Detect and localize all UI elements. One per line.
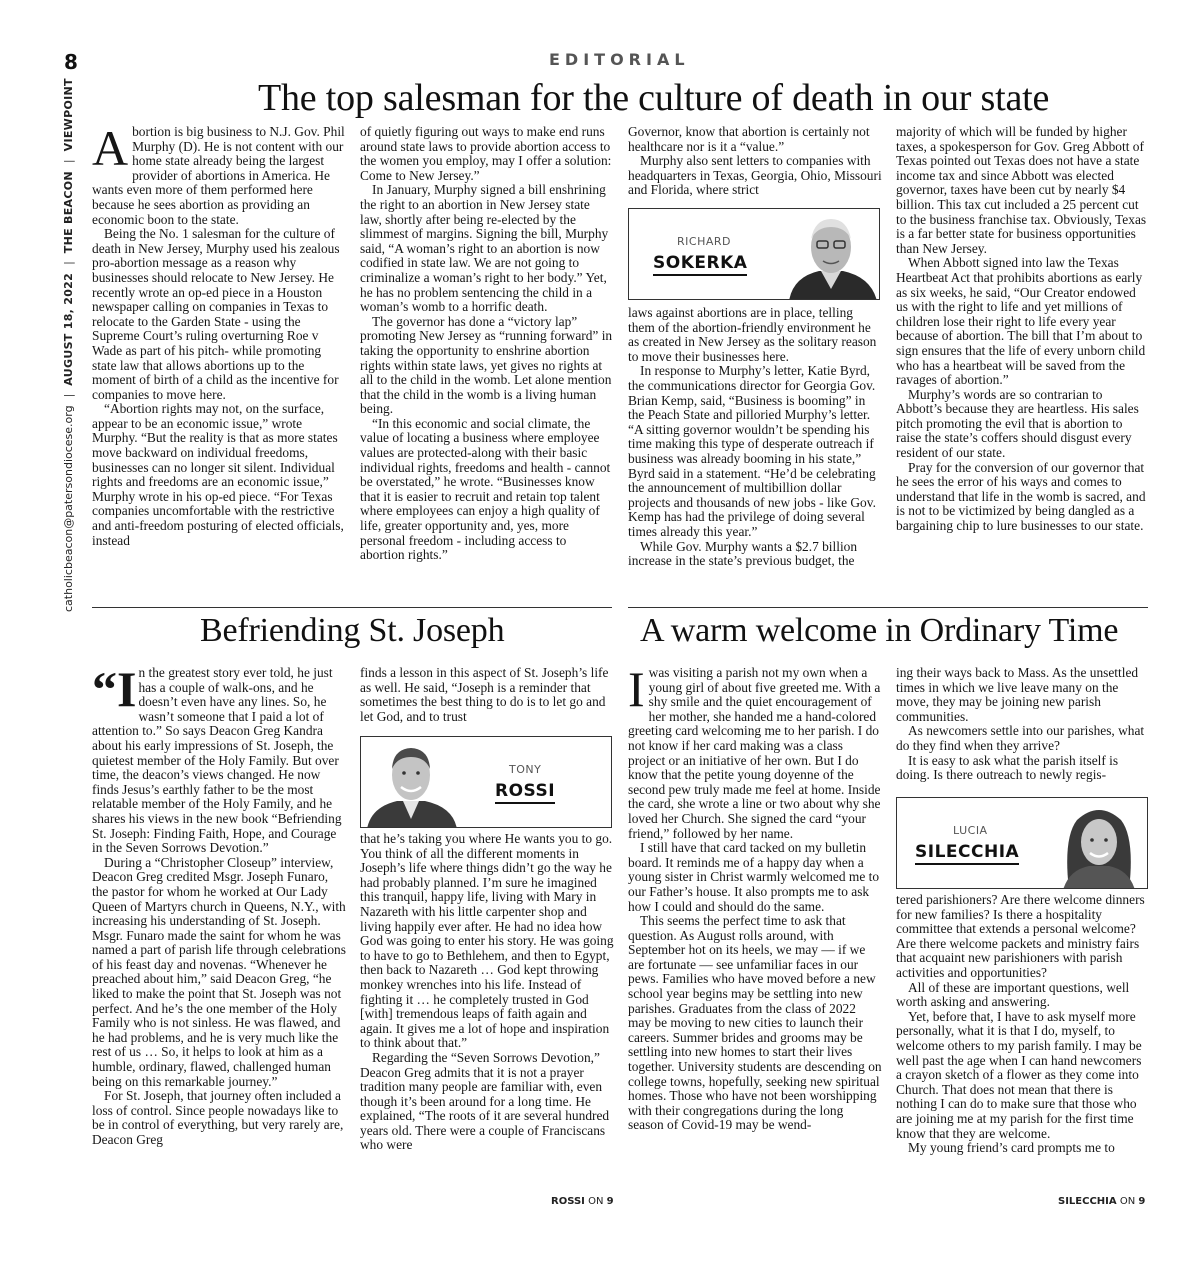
section-divider-left <box>92 607 612 608</box>
editorial-paragraph: Abortion is big business to N.J. Gov. Phil Murphy (D). He is not content with our home state already being the largest provider of abortions in America. He wants even more of them performed here because he sees abortion as providing an economic boon to the state. <box>92 125 345 227</box>
columnist-box-silecchia <box>896 797 1148 889</box>
welcome-paragraph: All of these are important questions, well worth asking and answering. <box>896 979 1130 1010</box>
editorial-paragraph: of quietly figuring out ways to make end runs around state laws to provide abortion access to the women you employ, may I offer a solution: Come to New Jersey.” <box>360 125 612 183</box>
editorial-paragraph: Murphy also sent letters to companies with headquarters in Texas, Georgia, Ohio, Missouri and Florida, where strict <box>628 153 882 198</box>
editorial-paragraph: In response to Murphy’s letter, Katie Byrd, the communications director for Georgia Gov. Brian Kemp, said, “Business is booming” in the Peach State and pilloried Murphy’s letter. “A sitting governor wouldn’t be spending his time making this type of desperate outreach if business was already booming in his state,” Byrd said in a statement. “He’d be celebrating the announcement of multibillion dollar projects and thousands of new jobs - like Gov. Kemp has had the privilege of doing several times already this year.” <box>628 363 876 539</box>
editorial-column-2 <box>360 125 614 595</box>
page-number: 8 <box>64 50 78 74</box>
editorial-column-3-bottom <box>628 306 882 596</box>
jump-line-rossi: ROSSI ON 9 <box>551 1196 614 1207</box>
sidebar-site: catholicbeacon@patersondiocese.org <box>62 405 75 612</box>
joseph-column-1 <box>92 666 346 1203</box>
editorial-column-3-top <box>628 125 882 203</box>
jump-line-silecchia: SILECCHIA ON 9 <box>1058 1196 1146 1207</box>
columnist-last-name: SOKERKA <box>653 253 747 276</box>
columnist-first-name: TONY <box>509 763 542 776</box>
welcome-column-2-top <box>896 666 1150 788</box>
welcome-paragraph: As newcomers settle into our parishes, what do they find when they arrive? <box>896 723 1145 753</box>
editorial-paragraph: The governor has done a “victory lap” promoting New Jersey as “running forward” in taking the opportunity to enshrine abortion rights within state laws, yet gives no rights at all to the child in the womb. Let alone mention that the child in the womb is a living human being. <box>360 313 613 417</box>
drop-cap: “I <box>92 666 137 717</box>
editorial-paragraph: laws against abortions are in place, telling them of the abortion-friendly environment he as created in New Jersey as the solitary reason to move their businesses here. <box>628 306 877 364</box>
joseph-paragraph: finds a lesson in this aspect of St. Joseph’s life as well. He said, “Joseph is a reminder that sometimes the best thing to do is to let go and let God, and to trust <box>360 666 609 724</box>
editorial-paragraph: “In this economic and social climate, the value of locating a business where employee values are protected-along with their basic individual rights, freedoms and health - cannot be overstated,” he wrote. “Businesses know that it is easier to recruit and retain top talent where employees can enjoy a high quality of life, greater opportunity and, yes, more personal freedom - including access to abortion rights.” <box>360 415 611 563</box>
editorial-paragraph: “Abortion rights may not, on the surface, appear to be an economic issue,” wrote Murphy. “But the reality is that as more states move backward on individual freedoms, businesses can no longer sit silent. Individual rights and freedoms are an economic issue,” Murphy wrote in his op-ed piece. “For Texas companies uncomfortable with the restrictive and anti-freedom posturing of elected officials, instead <box>92 401 344 548</box>
columnist-box-sokerka <box>628 208 880 300</box>
columnist-first-name: LUCIA <box>953 824 988 837</box>
sidebar-date: AUGUST 18, 2022 <box>62 272 75 386</box>
editorial-column-4 <box>896 125 1150 595</box>
drop-cap: I <box>628 666 645 717</box>
welcome-column-2-bottom <box>896 893 1150 1195</box>
editorial-paragraph: While Gov. Murphy wants a $2.7 billion increase in the state’s previous budget, the <box>628 538 858 569</box>
joseph-paragraph: During a “Christopher Closeup” interview, Deacon Greg credited Msgr. Joseph Funaro, the pastor for whom he worked at Our Lady Queen of Martyrs church in Queens, N.Y., with increasing his understanding of St. Joseph. Msgr. Funaro made the saint for whom he was named a part of parish life through celebrations of his feast day and novenas. “Whenever he preached about him,” said Deacon Greg, “he liked to make the point that St. Joseph was not perfect. And he’s the one member of the Holy Family who is not sinless. He was flawed, and he had problems, and he is very much like the rest of us … So, it helps to look at him as a humble, ordinary, flawed, challenged human being on this remarkable journey.” <box>92 854 346 1089</box>
editorial-headline: The top salesman for the culture of death in our state <box>258 77 1050 119</box>
joseph-paragraph: that he’s taking you where He wants you to go. You think of all the different moments in Joseph’s life where things didn’t go the way he had probably planned. I’m sure he imagined this tranquil, happy life, living with Mary in Nazareth with his little carpenter shop and living happily ever after. He had no idea how God was going to enter his story. He was going to have to go to Bethlehem, and then to Egypt, then back to Nazareth … God kept throwing monkey wrenches into his life. Instead of fighting it … he completely trusted in God [with] tremendous leaps of faith again and again. It gives me a lot of hope and inspiration to think about that.” <box>360 832 614 1051</box>
editorial-paragraph: Pray for the conversion of our governor that he sees the error of his ways and comes to understand that life in the womb is sacred, and is not to be victimized by being dangled as a bargaining chip to lure businesses to our state. <box>896 459 1146 534</box>
editorial-paragraph: Governor, know that abortion is certainly not healthcare nor is it a “value.” <box>628 125 870 154</box>
sidebar-section: VIEWPOINT <box>62 78 75 152</box>
columnist-box-rossi <box>360 736 612 828</box>
welcome-headline: A warm welcome in Ordinary Time <box>640 612 1119 649</box>
drop-cap: A <box>92 125 129 176</box>
welcome-paragraph: This seems the perfect time to ask that question. As August rolls around, with September hot on its heels, we may — if we are fortunate — see unfamiliar faces in our pews. Families who have moved before a new school year begins may be settling into new parishes. Graduates from the class of 2022 may be moving to new cities to launch their careers. Summer brides and grooms may be settling into new homes to start their lives together. University students are descending on college towns, hopefully, seeking new spiritual homes. Those who have not been worshipping with their congregations during the long season of Covid-19 may be wend- <box>628 913 882 1133</box>
editorial-paragraph: Murphy’s words are so contrarian to Abbott’s because they are heartless. His sales pitch promoting the evil that is abortion to raise the state’s coffers should disgust every resident of our state. <box>896 386 1139 461</box>
section-divider-right <box>628 607 1148 608</box>
editorial-paragraph: Being the No. 1 salesman for the culture of death in New Jersey, Murphy used his zealous pro-abortion message as a reason why businesses should relocate to New Jersey. He recently wrote an op-ed piece in a Houston newspaper calling on companies in Texas to relocate to the Garden State - using the Supreme Court’s ruling overturning Roe v Wade as part of his pitch- while promoting state law that allows abortions up to the moment of birth of a child as the incentive for companies to move here. <box>92 226 340 402</box>
sidebar-paper: THE BEACON <box>62 171 75 254</box>
welcome-paragraph: Iwas visiting a parish not my own when a young girl of about five greeted me. With a shy smile and the quiet encouragement of her mother, she handed me a hand-colored greeting card welcoming me to her parish. I do not know if her card making was a class project or an initiative of her own. But I do know that the petite young doyenne of the second pew truly made me feel at home. Inside the card, she wrote a line or two about why she loved her Church. She signed the card “your friend,” followed by her name. <box>628 666 881 841</box>
welcome-column-1 <box>628 666 882 1203</box>
joseph-headline: Befriending St. Joseph <box>200 612 505 649</box>
section-label: EDITORIAL <box>549 50 690 69</box>
editorial-paragraph: majority of which will be funded by higher taxes, a spokesperson for Gov. Greg Abbott of Texas pointed out Texas does not have a state income tax and since Abbott was elected governor, taxes have been cut by nearly $4 billion. This tax cut included a 25 percent cut to the business franchise tax. Obviously, Texas is a far better state for business opportunities than New Jersey. <box>896 125 1147 256</box>
columnist-photo <box>781 209 880 300</box>
joseph-column-2-bottom <box>360 832 614 1195</box>
columnist-last-name: ROSSI <box>495 781 555 804</box>
editorial-paragraph: When Abbott signed into law the Texas Heartbeat Act that prohibits abortions as early as six weeks, he said, “Our Creator endowed us with the right to life and yet millions of children lose their right to life every year because of abortion. The bill that I’m about to sign ensures that the life of every unborn child who has a heartbeat will be saved from the ravages of abortion.” <box>896 255 1146 388</box>
welcome-paragraph: My young friend’s card prompts me to <box>908 1140 1115 1156</box>
joseph-paragraph: Regarding the “Seven Sorrows Devotion,” Deacon Greg admits that it is not a prayer tradition many people are familiar with, even though it’s been around for a long time. He explained, “The roots of it are several hundred years old. There were a couple of Franciscans who were <box>360 1049 610 1153</box>
joseph-paragraph: “In the greatest story ever told, he just has a couple of walk-ons, and he doesn’t even have any lines. So, he wasn’t someone that I paid a lot of attention to.” So says Deacon Greg Kandra about his early impressions of St. Joseph, the quietest member of the Holy Family. But over time, the deacon’s views changed. He now finds Jesus’s earthly father to be the most relatable member of the Holy Family, and he shares his views in the new book “Befriending St. Joseph: Finding Faith, Hope, and Courage in the Seven Sorrows Devotion.” <box>92 666 342 856</box>
columnist-photo <box>361 737 461 828</box>
joseph-paragraph: For St. Joseph, that journey often included a loss of control. Since people nowadays like to be in control of everything, but very rarely are, Deacon Greg <box>92 1088 344 1147</box>
joseph-column-2-top <box>360 666 614 728</box>
welcome-paragraph: tered parishioners? Are there welcome dinners for new families? Is there a hospitality committee that extends a personal welcome? Are there welcome packets and ministry fairs that acquaint new parishioners with parish activities and opportunities? <box>896 893 1145 980</box>
welcome-paragraph: ing their ways back to Mass. As the unsettled times in which we live leave many on the move, they may be joining new parish communities. <box>896 666 1139 724</box>
editorial-column-1 <box>92 125 346 595</box>
page-sidebar: catholicbeacon@patersondiocese.org | AUGUST 18, 2022 | THE BEACON | VIEWPOINT <box>62 78 75 612</box>
columnist-first-name: RICHARD <box>677 235 731 248</box>
columnist-last-name: SILECCHIA <box>915 842 1019 865</box>
welcome-paragraph: I still have that card tacked on my bulletin board. It reminds me of a happy day when a young sister in Christ warmly welcomed me to our Father’s house. It also prompts me to ask how I could and should do the same. <box>628 840 880 914</box>
welcome-paragraph: It is easy to ask what the parish itself is doing. Is there outreach to newly regis- <box>896 752 1119 783</box>
editorial-paragraph: In January, Murphy signed a bill enshrining the right to an abortion in New Jersey state law, shortly after being re-elected by the slimmest of margins. Signing the bill, Murphy said, “A woman’s right to an abortion is now codified in state law. We are not going to criminalize a woman’s right to her body.” Yet, he has no problem sentencing the child in a woman’s womb to a horrific death. <box>360 182 609 315</box>
columnist-photo <box>1049 798 1148 889</box>
welcome-paragraph: Yet, before that, I have to ask myself more personally, what it is that I do, myself, to welcome others to my parish family. I may be well past the age when I can hand newcomers a crayon sketch of a flower as they come into Church. That does not mean that there is nothing I can do to make sure that those who are joining me at my parish for the first time know that they are welcome. <box>896 1008 1142 1141</box>
